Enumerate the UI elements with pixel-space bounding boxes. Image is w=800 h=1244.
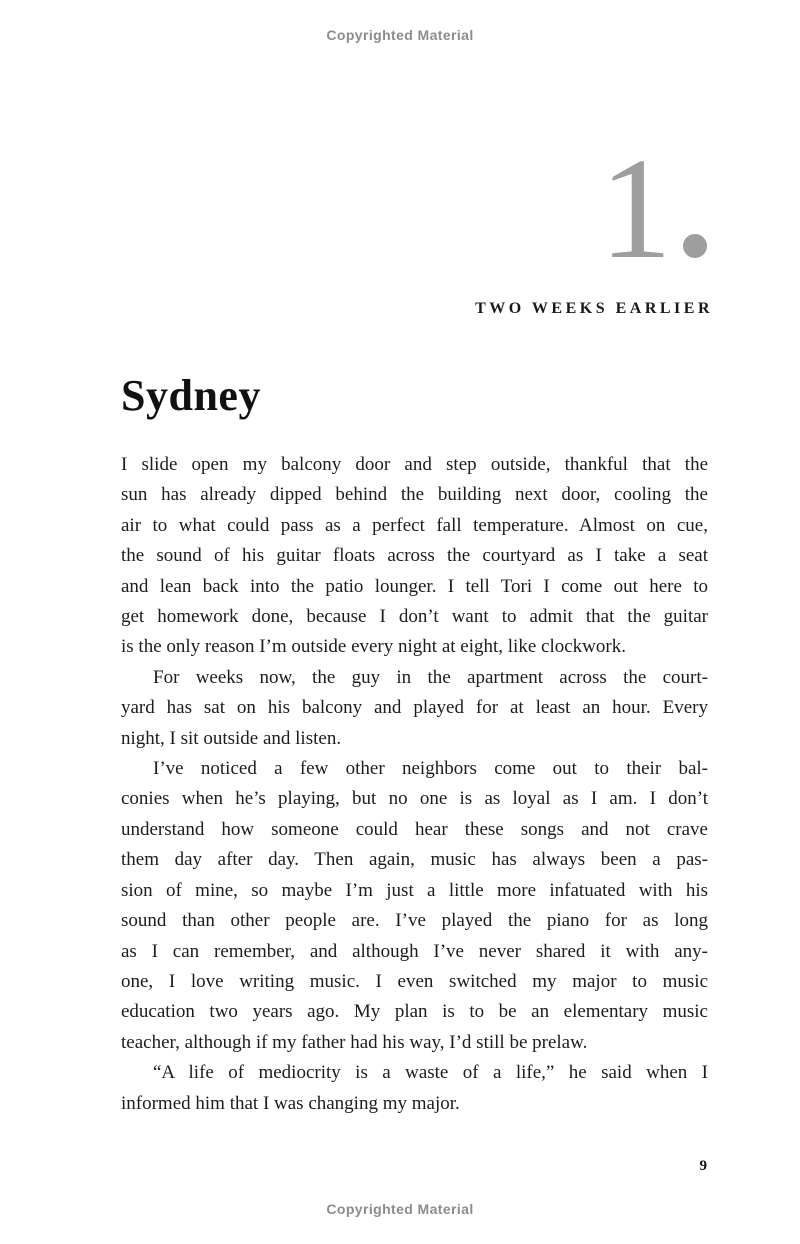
body-line: night, I sit outside and listen. <box>121 727 342 749</box>
body-line: teacher, although if my father had his way, I’d still be prelaw. <box>121 1031 588 1053</box>
body-line: and lean back into the patio lounger. I tell Tori I come out here to <box>121 575 708 597</box>
body-line: education two years ago. My plan is to be an elementary music <box>121 1001 708 1023</box>
paragraph <box>121 1058 708 1119</box>
body-line: “A life of mediocrity is a waste of a life,” he said when I <box>153 1062 708 1084</box>
body-line: yard has sat on his balcony and played for at least an hour. Every <box>121 697 708 719</box>
body-line: sion of mine, so maybe I’m just a little more infatuated with his <box>121 879 708 901</box>
paragraph <box>121 754 708 1058</box>
body-line: For weeks now, the guy in the apartment across the court- <box>153 666 708 688</box>
body-line: sound than other people are. I’ve played the piano for as long <box>121 910 708 932</box>
body-line: the sound of his guitar floats across the courtyard as I take a seat <box>121 545 708 567</box>
body-line: informed him that I was changing my major. <box>121 1092 460 1114</box>
body-line: sun has already dipped behind the building next door, cooling the <box>121 484 708 506</box>
body-line: I slide open my balcony door and step outside, thankful that the <box>121 454 708 475</box>
copyright-notice-bottom: Copyrighted Material <box>326 1201 474 1217</box>
body-line: get homework done, because I don’t want to admit that the guitar <box>121 606 708 628</box>
page-number: 9 <box>699 1158 707 1174</box>
chapter-number-digit: 1 <box>599 129 672 289</box>
body-line: is the only reason I’m outside every night at eight, like clockwork. <box>121 636 626 658</box>
body-line: conies when he’s playing, but no one is as loyal as I am. I don’t <box>121 788 708 810</box>
chapter-number <box>599 129 708 289</box>
paragraph <box>121 450 708 663</box>
body-line: understand how someone could hear these songs and not crave <box>121 818 708 840</box>
body-line: one, I love writing music. I even switched my major to music <box>121 970 708 992</box>
body-line: I’ve noticed a few other neighbors come out to their bal- <box>153 758 708 780</box>
body-line: air to what could pass as a perfect fall temperature. Almost on cue, <box>121 514 708 536</box>
body-text <box>121 450 708 1119</box>
copyright-notice-top: Copyrighted Material <box>326 27 474 43</box>
paragraph <box>121 663 708 754</box>
chapter-title: Sydney <box>121 371 261 420</box>
body-line: them day after day. Then again, music has always been a pas- <box>121 849 708 871</box>
body-line: as I can remember, and although I’ve never shared it with any- <box>121 940 708 962</box>
chapter-context-label: TWO WEEKS EARLIER <box>475 300 713 317</box>
chapter-number-period-dot <box>683 234 707 258</box>
